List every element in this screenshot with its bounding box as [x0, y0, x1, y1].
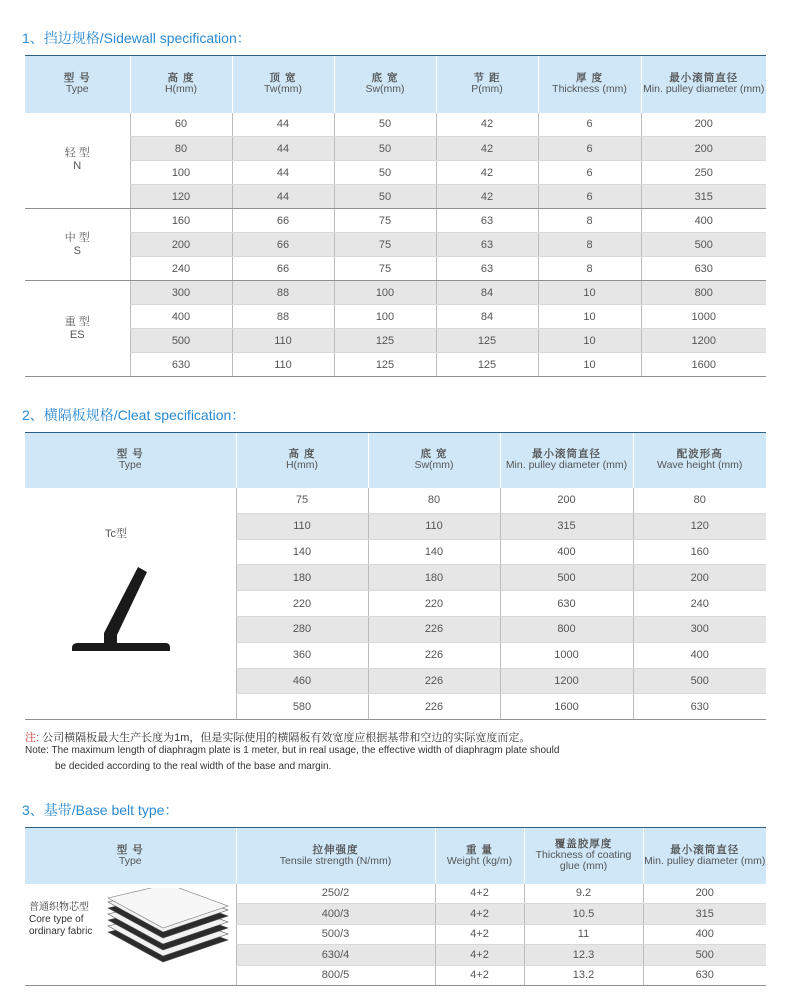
- table-cell: 1600: [500, 694, 633, 720]
- column-header: [25, 828, 236, 884]
- table-cell: 12.3: [524, 945, 643, 965]
- table-cell: 226: [368, 668, 500, 694]
- column-header: [130, 56, 232, 113]
- table-cell: 6: [538, 185, 641, 209]
- column-header: [236, 433, 368, 488]
- table-cell: 240: [130, 257, 232, 281]
- belt-type-cell: [25, 884, 236, 986]
- table-cell: 240: [633, 591, 766, 617]
- table-cell: 125: [334, 353, 436, 377]
- table-cell: 140: [368, 539, 500, 565]
- table-row: [25, 329, 766, 353]
- type-group-code: N: [73, 160, 82, 173]
- table-cell: 10: [538, 353, 641, 377]
- column-header: [538, 56, 641, 113]
- table-row: [25, 113, 766, 137]
- type-group-cell: [25, 113, 130, 209]
- table-cell: 10: [538, 281, 641, 305]
- table-cell: 44: [232, 113, 334, 137]
- table-cell: 160: [633, 539, 766, 565]
- column-header: [524, 828, 643, 884]
- cleat-type-cell: [25, 488, 236, 720]
- table-cell: 110: [368, 513, 500, 539]
- table-cell: 4+2: [435, 904, 524, 924]
- table-cell: 630: [633, 694, 766, 720]
- table-cell: 200: [500, 488, 633, 514]
- table-cell: 300: [633, 616, 766, 642]
- table-cell: 50: [334, 161, 436, 185]
- table-row: [25, 884, 766, 904]
- column-header: [436, 56, 538, 113]
- table-cell: 500: [130, 329, 232, 353]
- table-cell: 88: [232, 281, 334, 305]
- table-cell: 180: [368, 565, 500, 591]
- table-cell: 9.2: [524, 884, 643, 904]
- table-cell: 63: [436, 233, 538, 257]
- belt-layers-icon: [103, 888, 233, 978]
- table-row: [25, 305, 766, 329]
- table-cell: 80: [368, 488, 500, 514]
- table-cell: 11: [524, 924, 643, 944]
- table-cell: 630: [643, 965, 766, 985]
- table-cell: 400: [643, 924, 766, 944]
- type-group-zh: 重 型: [64, 315, 90, 328]
- table-cell: 200: [641, 137, 766, 161]
- table-cell: 44: [232, 185, 334, 209]
- column-header: [641, 56, 766, 113]
- table-cell: 63: [436, 257, 538, 281]
- table-cell: 50: [334, 185, 436, 209]
- table-cell: 630: [500, 591, 633, 617]
- type-group-cell: [25, 209, 130, 281]
- table-row: [25, 233, 766, 257]
- table-row: [25, 488, 766, 514]
- table-cell: 580: [236, 694, 368, 720]
- table-cell: 6: [538, 161, 641, 185]
- table-cell: 140: [236, 539, 368, 565]
- table-cell: 800/5: [236, 965, 435, 985]
- column-header-zh: 厚 度: [576, 72, 603, 85]
- table-cell: 220: [368, 591, 500, 617]
- column-header-zh: 节 距: [473, 72, 501, 85]
- column-header-en: Tw(mm): [264, 83, 302, 96]
- table-cell: 400: [633, 642, 766, 668]
- table-cell: 200: [641, 113, 766, 137]
- column-header: [368, 433, 500, 488]
- table-cell: 1200: [500, 668, 633, 694]
- column-header-en: Min. pulley diameter (mm): [643, 83, 765, 96]
- table-cell: 60: [130, 113, 232, 137]
- table-cell: 6: [538, 113, 641, 137]
- table-row: [25, 257, 766, 281]
- table-cell: 110: [236, 513, 368, 539]
- base-belt-section-title: 3、基带/Base belt type：: [22, 802, 179, 818]
- column-header: [435, 828, 524, 884]
- table-cell: 200: [130, 233, 232, 257]
- type-group-zh: 中 型: [64, 231, 90, 244]
- column-header-zh: 拉伸强度: [312, 843, 359, 856]
- column-header: [633, 433, 766, 488]
- table-cell: 180: [236, 565, 368, 591]
- table-cell: 500: [633, 668, 766, 694]
- table-cell: 100: [334, 281, 436, 305]
- table-cell: 4+2: [435, 884, 524, 904]
- column-header: [25, 56, 130, 113]
- table-cell: 800: [500, 616, 633, 642]
- table-cell: 360: [236, 642, 368, 668]
- table-cell: 125: [436, 329, 538, 353]
- table-cell: 4+2: [435, 945, 524, 965]
- column-header: [232, 56, 334, 113]
- type-group-code: S: [73, 244, 81, 257]
- table-cell: 4+2: [435, 965, 524, 985]
- column-header-en: Sw(mm): [365, 83, 405, 96]
- column-header-en: Type: [65, 83, 89, 96]
- column-header-zh: 型 号: [63, 72, 91, 85]
- column-header-zh: 型 号: [116, 843, 144, 856]
- column-header-en: H(mm): [164, 83, 198, 96]
- table-cell: 160: [130, 209, 232, 233]
- note-chinese: [25, 729, 530, 745]
- table-cell: 400: [641, 209, 766, 233]
- belt-type-en-line1: Core type of: [29, 913, 84, 925]
- cleat-section-title: 2、横隔板规格/Cleat specification：: [22, 407, 246, 423]
- table-cell: 250: [641, 161, 766, 185]
- table-cell: 63: [436, 209, 538, 233]
- cleat-profile-shape: [72, 567, 170, 651]
- column-header-en: P(mm): [471, 83, 503, 96]
- table-cell: 100: [334, 305, 436, 329]
- column-header-zh: 底 宽: [420, 448, 448, 461]
- column-header-en: Weight (kg/m): [446, 854, 513, 867]
- belt-type-zh: 普通织物芯型: [29, 901, 89, 913]
- table-row: [25, 137, 766, 161]
- table-cell: 500/3: [236, 924, 435, 944]
- table-row: [25, 209, 766, 233]
- table-cell: 4+2: [435, 924, 524, 944]
- table-cell: 66: [232, 233, 334, 257]
- column-header-en: Type: [118, 459, 142, 472]
- table-row: [25, 353, 766, 377]
- column-header-zh: 最小滚筒直径: [670, 843, 740, 856]
- column-header: [25, 433, 236, 488]
- table-cell: 1000: [500, 642, 633, 668]
- table-cell: 315: [641, 185, 766, 209]
- table-cell: 50: [334, 137, 436, 161]
- cleat-profile-icon: [70, 563, 180, 663]
- table-cell: 500: [643, 945, 766, 965]
- type-group-cell: [25, 281, 130, 377]
- table-cell: 120: [633, 513, 766, 539]
- note-english-line1: Note: The maximum length of diaphragm plate is 1 meter, but in real usage, the effective width of diaphragm plate should: [25, 745, 560, 756]
- table-row: [25, 185, 766, 209]
- sidewall-section-title: 1、挡边规格/Sidewall specification：: [22, 30, 251, 46]
- column-header-en: Sw(mm): [414, 459, 454, 472]
- table-cell: 44: [232, 137, 334, 161]
- table-cell: 84: [436, 281, 538, 305]
- column-header-en: Tensile strength (N/mm): [279, 854, 392, 867]
- table-cell: 75: [334, 209, 436, 233]
- table-cell: 226: [368, 694, 500, 720]
- table-cell: 110: [232, 353, 334, 377]
- type-group-code: ES: [69, 328, 85, 341]
- table-cell: 315: [500, 513, 633, 539]
- table-cell: 120: [130, 185, 232, 209]
- table-cell: 400: [500, 539, 633, 565]
- table-cell: 1200: [641, 329, 766, 353]
- table-cell: 100: [130, 161, 232, 185]
- table-row: [25, 161, 766, 185]
- belt-type-label: [29, 902, 92, 938]
- table-cell: 42: [436, 113, 538, 137]
- table-cell: 1000: [641, 305, 766, 329]
- table-cell: 75: [236, 488, 368, 514]
- table-cell: 250/2: [236, 884, 435, 904]
- table-cell: 75: [334, 233, 436, 257]
- table-cell: 10.5: [524, 904, 643, 924]
- table-cell: 75: [334, 257, 436, 281]
- table-row: [25, 281, 766, 305]
- table-cell: 280: [236, 616, 368, 642]
- column-header: [236, 828, 435, 884]
- table-cell: 110: [232, 329, 334, 353]
- table-cell: 50: [334, 113, 436, 137]
- column-header-zh: 高 度: [288, 448, 316, 461]
- table-cell: 66: [232, 209, 334, 233]
- column-header-en: H(mm): [285, 459, 319, 472]
- table-cell: 42: [436, 185, 538, 209]
- table-cell: 630/4: [236, 945, 435, 965]
- table-cell: 42: [436, 137, 538, 161]
- column-header-zh: 最小滚筒直径: [669, 72, 739, 85]
- sidewall-spec-table: [25, 55, 766, 377]
- table-cell: 200: [643, 884, 766, 904]
- column-header: [643, 828, 766, 884]
- table-cell: 8: [538, 209, 641, 233]
- column-header-zh: 型 号: [116, 448, 144, 461]
- table-cell: 8: [538, 257, 641, 281]
- column-header-zh: 重 量: [466, 843, 493, 856]
- column-header: [500, 433, 633, 488]
- column-header-en: Thickness of coating glue (mm): [535, 849, 632, 873]
- table-cell: 630: [641, 257, 766, 281]
- table-cell: 200: [633, 565, 766, 591]
- column-header-zh: 最小滚筒直径: [532, 448, 601, 461]
- note-english-line2: be decided according to the real width of the base and margin.: [55, 761, 332, 772]
- column-header-zh: 顶 宽: [269, 72, 297, 85]
- cleat-spec-table: [25, 432, 766, 720]
- column-header-zh: 高 度: [167, 72, 195, 85]
- table-cell: 80: [130, 137, 232, 161]
- table-cell: 500: [500, 565, 633, 591]
- column-header-zh: 配波形高: [676, 448, 723, 461]
- table-cell: 10: [538, 305, 641, 329]
- table-cell: 226: [368, 642, 500, 668]
- column-header-en: Min. pulley diameter (mm): [644, 854, 766, 867]
- table-cell: 300: [130, 281, 232, 305]
- table-cell: 1600: [641, 353, 766, 377]
- table-cell: 125: [436, 353, 538, 377]
- table-cell: 13.2: [524, 965, 643, 985]
- type-group-zh: 轻 型: [64, 147, 90, 160]
- table-cell: 400/3: [236, 904, 435, 924]
- table-cell: 630: [130, 353, 232, 377]
- table-cell: 44: [232, 161, 334, 185]
- base-belt-table: [25, 827, 766, 986]
- table-cell: 80: [633, 488, 766, 514]
- table-cell: 8: [538, 233, 641, 257]
- table-cell: 400: [130, 305, 232, 329]
- table-cell: 500: [641, 233, 766, 257]
- table-cell: 226: [368, 616, 500, 642]
- note-zh-text: 公司横隔板最大生产长度为1m，但是实际使用的横隔板有效宽度应根据基带和空边的实际宽度而定。: [42, 732, 531, 744]
- table-cell: 10: [538, 329, 641, 353]
- table-cell: 42: [436, 161, 538, 185]
- table-cell: 88: [232, 305, 334, 329]
- column-header-en: Wave height (mm): [657, 459, 743, 472]
- table-cell: 84: [436, 305, 538, 329]
- column-header: [334, 56, 436, 113]
- column-header-en: Type: [118, 854, 142, 867]
- table-cell: 6: [538, 137, 641, 161]
- table-cell: 460: [236, 668, 368, 694]
- belt-type-en-line2: ordinary fabric: [29, 925, 93, 937]
- column-header-zh: 底 宽: [371, 72, 399, 85]
- note-label: 注:: [25, 732, 40, 744]
- table-cell: 315: [643, 904, 766, 924]
- cleat-type-label: Tc型: [105, 527, 127, 540]
- column-header-zh: 覆盖胶厚度: [554, 838, 613, 851]
- column-header-en: Thickness (mm): [552, 83, 627, 96]
- table-cell: 220: [236, 591, 368, 617]
- table-cell: 800: [641, 281, 766, 305]
- table-cell: 125: [334, 329, 436, 353]
- table-cell: 66: [232, 257, 334, 281]
- column-header-en: Min. pulley diameter (mm): [505, 459, 628, 472]
